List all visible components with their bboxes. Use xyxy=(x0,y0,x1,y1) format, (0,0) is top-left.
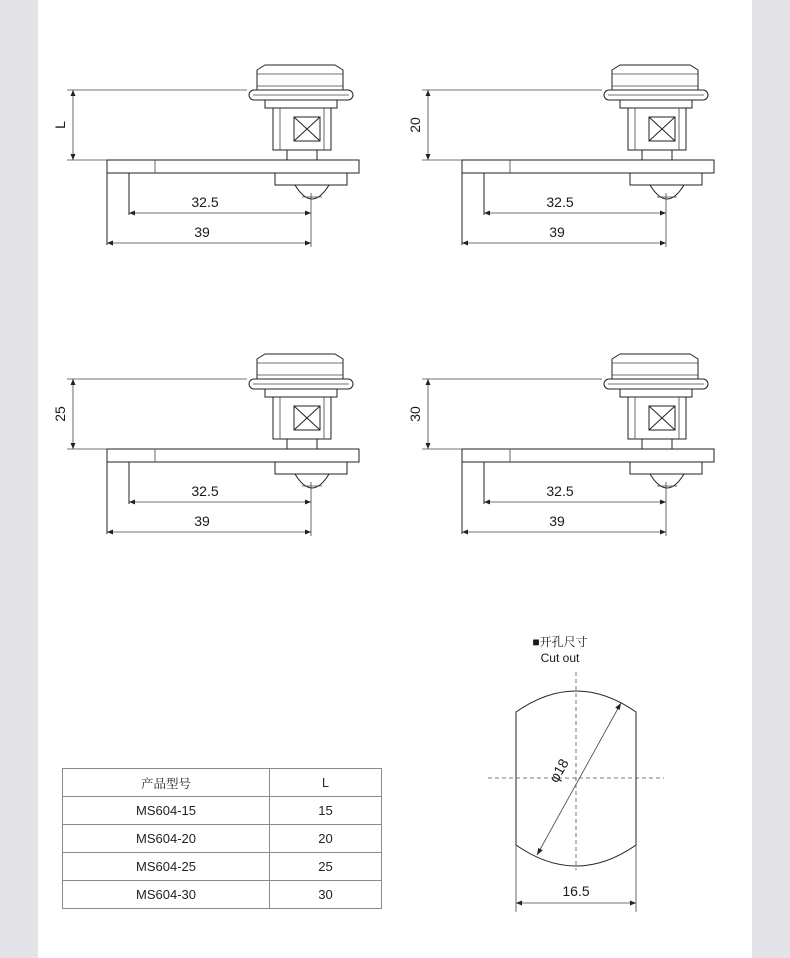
outer-dimension-label: 39 xyxy=(194,513,210,529)
table-header-row xyxy=(63,769,382,797)
lock-drawing-1 xyxy=(52,65,359,247)
lock-drawing-3 xyxy=(52,354,359,536)
table-header-length: L xyxy=(270,769,382,797)
lock-washer xyxy=(630,173,702,185)
table-row xyxy=(63,797,382,825)
lock-washer xyxy=(630,462,702,474)
table-cell-model: MS604-15 xyxy=(63,797,270,825)
table-cell-length: 20 xyxy=(270,825,382,853)
cutout-title-en: Cut out xyxy=(540,651,580,665)
lock-washer xyxy=(275,173,347,185)
inner-dimension-label: 32.5 xyxy=(191,483,219,499)
width-dimension-label: 16.5 xyxy=(562,883,590,899)
table-row xyxy=(63,853,382,881)
table-row xyxy=(63,881,382,909)
cutout-title-cn: ■开孔尺寸 xyxy=(532,635,588,649)
outer-dimension-label: 39 xyxy=(549,513,565,529)
lock-body xyxy=(273,108,331,150)
table-cell-model: MS604-20 xyxy=(63,825,270,853)
lock-body xyxy=(273,397,331,439)
lock-collar xyxy=(620,389,692,397)
table-cell-model: MS604-25 xyxy=(63,853,270,881)
diameter-label: φ18 xyxy=(545,755,572,786)
height-dimension-label: 30 xyxy=(407,406,423,422)
cam-plate xyxy=(107,160,359,173)
height-dimension-label: 20 xyxy=(407,117,423,133)
lock-drawing-2 xyxy=(407,65,714,247)
table-cell-model: MS604-30 xyxy=(63,881,270,909)
inner-dimension-label: 32.5 xyxy=(191,194,219,210)
table-cell-length: 15 xyxy=(270,797,382,825)
lock-washer xyxy=(275,462,347,474)
lock-shaft xyxy=(287,150,317,160)
table-cell-length: 25 xyxy=(270,853,382,881)
outer-dimension-label: 39 xyxy=(549,224,565,240)
outer-dimension-label: 39 xyxy=(194,224,210,240)
cutout-drawing xyxy=(488,634,664,912)
cam-plate xyxy=(107,449,359,462)
table-row xyxy=(63,825,382,853)
lock-collar xyxy=(620,100,692,108)
height-dimension-label: 25 xyxy=(52,406,68,422)
cam-plate xyxy=(462,160,714,173)
lock-drawing-4 xyxy=(407,354,714,536)
lock-shaft xyxy=(287,439,317,449)
table-cell-length: 30 xyxy=(270,881,382,909)
lock-shaft xyxy=(642,150,672,160)
height-dimension-label: L xyxy=(52,121,68,129)
model-table xyxy=(62,768,382,909)
lock-collar xyxy=(265,100,337,108)
inner-dimension-label: 32.5 xyxy=(546,194,574,210)
lock-collar xyxy=(265,389,337,397)
lock-body xyxy=(628,397,686,439)
inner-dimension-label: 32.5 xyxy=(546,483,574,499)
lock-shaft xyxy=(642,439,672,449)
table-header-model: 产品型号 xyxy=(63,769,270,797)
lock-body xyxy=(628,108,686,150)
cam-plate xyxy=(462,449,714,462)
